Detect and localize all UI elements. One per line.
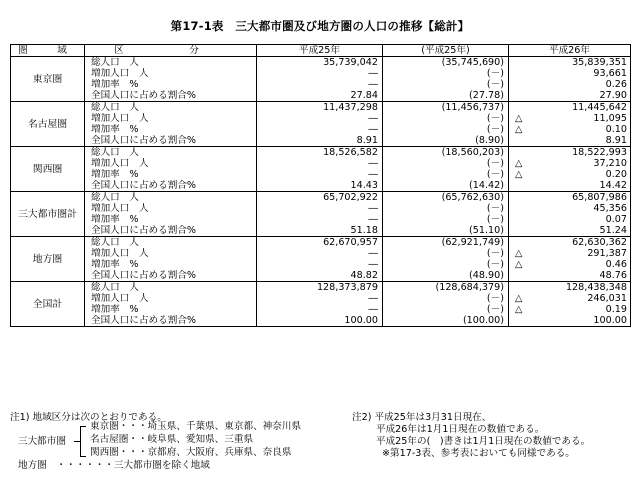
value-h26-cell [509, 192, 631, 204]
row-label: 増加率 % [85, 304, 257, 315]
table-row [11, 225, 631, 237]
value-h25-paren: (－) [383, 248, 509, 259]
value-h25: ― [257, 304, 383, 315]
value-h25-paren: (－) [383, 158, 509, 169]
population-table [10, 44, 631, 327]
value-h25: 65,702,922 [257, 192, 383, 204]
value-h26-cell [509, 270, 631, 282]
value-h26-cell [509, 102, 631, 114]
table-row [11, 248, 631, 259]
table-row [11, 113, 631, 124]
value-h26: 27.90 [599, 90, 627, 101]
value-h26: 291,387 [587, 248, 627, 259]
table-row [11, 214, 631, 225]
value-h25: ― [257, 293, 383, 304]
row-label: 増加率 % [85, 169, 257, 180]
row-label: 全国人口に占める割合% [85, 270, 257, 282]
header-h26: 平成26年 [509, 45, 631, 57]
value-h26-cell [509, 68, 631, 79]
note-tokyo: 東京圏・・・埼玉県、千葉県、東京都、神奈川県 [90, 421, 302, 432]
value-h26: 0.19 [605, 304, 627, 315]
table-row [11, 315, 631, 327]
table-row [11, 68, 631, 79]
note-2d: ※第17-3表、参考表においても同様である。 [382, 448, 575, 459]
table-row [11, 293, 631, 304]
header-kubun: 区 分 [85, 45, 257, 57]
row-label: 増加人口 人 [85, 203, 257, 214]
table-row [11, 57, 631, 69]
value-h26: 51.24 [599, 225, 627, 236]
value-h26: 8.91 [605, 135, 627, 146]
area-name: 東京圏 [11, 57, 85, 102]
value-h25: ― [257, 203, 383, 214]
notes-left [10, 412, 302, 472]
value-h26: 0.07 [605, 214, 627, 225]
value-h26-cell [509, 90, 631, 102]
area-name: 地方圏 [11, 237, 85, 282]
row-label: 増加人口 人 [85, 293, 257, 304]
row-label: 増加人口 人 [85, 248, 257, 259]
note-chiho: 地方圏 ・・・・・・三大都市圏を除く地域 [18, 460, 210, 471]
value-h26: 35,839,351 [572, 57, 627, 68]
value-h26-cell [509, 135, 631, 147]
value-h25-paren: (100.00) [383, 315, 509, 327]
value-h26-cell [509, 169, 631, 180]
value-h25-paren: (－) [383, 259, 509, 270]
row-label: 増加率 % [85, 79, 257, 90]
table-row [11, 237, 631, 249]
table-row [11, 102, 631, 114]
note-2: 注2) 平成25年は3月31日現在、 [352, 412, 492, 423]
value-h25: 18,526,582 [257, 147, 383, 159]
value-h26-cell [509, 113, 631, 124]
area-name: 三大都市圏計 [11, 192, 85, 237]
value-h25: 51.18 [257, 225, 383, 237]
value-h26-cell [509, 180, 631, 192]
table-row [11, 79, 631, 90]
table-row [11, 124, 631, 135]
value-h25-paren: (－) [383, 203, 509, 214]
value-h25-paren: (8.90) [383, 135, 509, 147]
area-name: 関西圏 [11, 147, 85, 192]
table-body [11, 57, 631, 327]
value-h25: ― [257, 259, 383, 270]
row-label: 全国人口に占める割合% [85, 315, 257, 327]
value-h26: 0.20 [605, 169, 627, 180]
value-h26: 93,661 [593, 68, 627, 79]
row-label: 総人口 人 [85, 57, 257, 69]
value-h26-cell [509, 79, 631, 90]
value-h25: 128,373,879 [257, 282, 383, 294]
value-h25-paren: (14.42) [383, 180, 509, 192]
table-row [11, 169, 631, 180]
value-h25: ― [257, 248, 383, 259]
value-h26: 0.26 [605, 79, 627, 90]
value-h25-paren: (35,745,690) [383, 57, 509, 69]
table-row [11, 180, 631, 192]
row-label: 総人口 人 [85, 282, 257, 294]
value-h26-cell [509, 158, 631, 169]
value-h25: 48.82 [257, 270, 383, 282]
value-h26-cell [509, 124, 631, 135]
note-kansai: 関西圏・・・京都府、大阪府、兵庫県、奈良県 [90, 447, 292, 458]
value-h26: 37,210 [593, 158, 627, 169]
value-h25-paren: (－) [383, 304, 509, 315]
value-h26: 11,445,642 [572, 102, 627, 113]
row-label: 増加率 % [85, 214, 257, 225]
value-h26-cell [509, 237, 631, 249]
row-label: 全国人口に占める割合% [85, 135, 257, 147]
value-h26: 18,522,993 [572, 147, 627, 158]
value-h25: ― [257, 79, 383, 90]
value-h26-cell [509, 315, 631, 327]
value-h26: 45,356 [593, 203, 627, 214]
table-row [11, 304, 631, 315]
row-label: 全国人口に占める割合% [85, 180, 257, 192]
table-title: 第17-1表 三大都市圏及び地方圏の人口の推移【総計】 [170, 19, 470, 33]
decrease-triangle: △ [515, 169, 523, 180]
value-h25-paren: (－) [383, 169, 509, 180]
value-h26-cell [509, 57, 631, 69]
table-row [11, 90, 631, 102]
decrease-triangle: △ [515, 304, 523, 315]
decrease-triangle: △ [515, 293, 523, 304]
row-label: 増加人口 人 [85, 68, 257, 79]
value-h25-paren: (11,456,737) [383, 102, 509, 114]
table-row [11, 158, 631, 169]
value-h25-paren: (－) [383, 79, 509, 90]
value-h25-paren: (18,560,203) [383, 147, 509, 159]
table-row [11, 147, 631, 159]
value-h25: ― [257, 68, 383, 79]
value-h26: 0.10 [605, 124, 627, 135]
value-h26: 246,031 [587, 293, 627, 304]
row-label: 全国人口に占める割合% [85, 90, 257, 102]
value-h25: 8.91 [257, 135, 383, 147]
value-h25: 27.84 [257, 90, 383, 102]
value-h25-paren: (51.10) [383, 225, 509, 237]
row-label: 増加人口 人 [85, 113, 257, 124]
row-label: 総人口 人 [85, 147, 257, 159]
header-area: 圏 域 [11, 45, 85, 57]
value-h25-paren: (62,921,749) [383, 237, 509, 249]
value-h26: 14.42 [599, 180, 627, 191]
bracket-tick [74, 441, 80, 442]
value-h26-cell [509, 293, 631, 304]
value-h26: 11,095 [593, 113, 627, 124]
value-h25: 14.43 [257, 180, 383, 192]
value-h25: 62,670,957 [257, 237, 383, 249]
value-h26: 62,630,362 [572, 237, 627, 248]
notes-right [352, 412, 590, 460]
value-h26: 65,807,986 [572, 192, 627, 203]
row-label: 総人口 人 [85, 237, 257, 249]
value-h26-cell [509, 203, 631, 214]
row-label: 全国人口に占める割合% [85, 225, 257, 237]
sandai-label: 三大都市圏 [18, 436, 66, 447]
value-h26-cell [509, 282, 631, 294]
note-1: 注1) 地域区分は次のとおりである。 [10, 412, 167, 423]
decrease-triangle: △ [515, 248, 523, 259]
value-h26-cell [509, 225, 631, 237]
value-h25: ― [257, 214, 383, 225]
table-row [11, 203, 631, 214]
row-label: 増加率 % [85, 124, 257, 135]
decrease-triangle: △ [515, 124, 523, 135]
table-row [11, 135, 631, 147]
value-h26: 0.46 [605, 259, 627, 270]
value-h26: 100.00 [593, 315, 627, 326]
value-h25: ― [257, 158, 383, 169]
value-h25-paren: (－) [383, 293, 509, 304]
value-h25-paren: (128,684,379) [383, 282, 509, 294]
value-h25-paren: (48.90) [383, 270, 509, 282]
decrease-triangle: △ [515, 259, 523, 270]
value-h25: 11,437,298 [257, 102, 383, 114]
area-name: 名古屋圏 [11, 102, 85, 147]
bracket [80, 426, 81, 456]
header-h25-paren: (平成25年) [383, 45, 509, 57]
note-2b: 平成26年は1月1日現在の数値である。 [376, 424, 545, 435]
value-h26-cell [509, 214, 631, 225]
decrease-triangle: △ [515, 113, 523, 124]
table-row [11, 192, 631, 204]
value-h26-cell [509, 259, 631, 270]
row-label: 総人口 人 [85, 102, 257, 114]
row-label: 総人口 人 [85, 192, 257, 204]
value-h25-paren: (65,762,630) [383, 192, 509, 204]
value-h26-cell [509, 147, 631, 159]
header-h25: 平成25年 [257, 45, 383, 57]
header-row [11, 45, 631, 57]
table-row [11, 270, 631, 282]
value-h26-cell [509, 248, 631, 259]
value-h25: ― [257, 113, 383, 124]
value-h25: 35,739,042 [257, 57, 383, 69]
value-h26: 128,438,348 [565, 282, 627, 293]
row-label: 増加人口 人 [85, 158, 257, 169]
table-row [11, 282, 631, 294]
value-h26-cell [509, 304, 631, 315]
bracket-tick [80, 426, 86, 427]
value-h26: 48.76 [599, 270, 627, 281]
note-nagoya: 名古屋圏・・岐阜県、愛知県、三重県 [90, 434, 254, 445]
area-name: 全国計 [11, 282, 85, 327]
value-h25: 100.00 [257, 315, 383, 327]
table-row [11, 259, 631, 270]
value-h25-paren: (27.78) [383, 90, 509, 102]
value-h25-paren: (－) [383, 214, 509, 225]
value-h25-paren: (－) [383, 113, 509, 124]
value-h25-paren: (－) [383, 124, 509, 135]
value-h25: ― [257, 124, 383, 135]
row-label: 増加率 % [85, 259, 257, 270]
bracket-tick [80, 456, 86, 457]
note-2c: 平成25年の( )書きは1月1日現在の数値である。 [376, 436, 591, 447]
value-h25: ― [257, 169, 383, 180]
decrease-triangle: △ [515, 158, 523, 169]
value-h25-paren: (－) [383, 68, 509, 79]
